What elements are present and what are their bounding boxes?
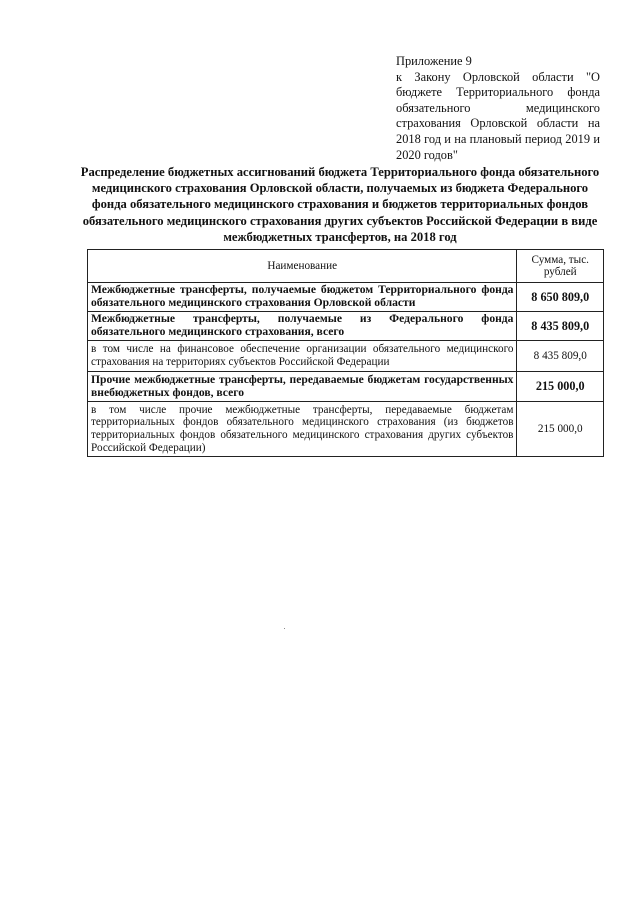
row-name: Прочие межбюджетные трансферты, передаваемые бюджетам государственных внебюджетных фондов, всего [88,372,517,402]
appendix-number: Приложение 9 [396,54,472,68]
appendix-note [396,54,600,163]
row-name: в том числе на финансовое обеспечение организации обязательного медицинского страхования на территориях субъектов Российской Федерации [88,341,517,372]
row-sum: 8 435 809,0 [517,312,604,341]
row-sum: 215 000,0 [517,372,604,402]
row-name: в том числе прочие межбюджетные трансферты, передаваемые бюджетам территориальных фондов обязательного медицинского страхования (из бюджетов территориальных фондов обязательного медицинского страхования других субъектов Российской Федерации) [88,402,517,457]
row-sum: 8 435 809,0 [517,341,604,372]
table-row [88,372,604,402]
scan-speck [284,628,285,629]
table-row [88,283,604,312]
appendix-law-reference: к Закону Орловской области "О бюджете Территориального фонда обязательного медицинского страхования Орловской области на 2018 год и на плановый период 2019 и 2020 годов" [396,69,600,162]
row-name: Межбюджетные трансферты, получаемые из Федерального фонда обязательного медицинского страхования, всего [88,312,517,341]
document-title: Распределение бюджетных ассигнований бюджета Территориального фонда обязательного медицинского страхования Орловской области, получаемых из бюджета Федерального фонда обязательного медицинского страхования и бюджетов территориальных фондов обязательного медицинского страхования других субъектов Российской Федерации в виде межбюджетных трансфертов, на 2018 год [80,165,600,244]
table-row [88,312,604,341]
table-row [88,341,604,372]
table-header-row [88,250,604,283]
row-name: Межбюджетные трансферты, получаемые бюджетом Территориального фонда обязательного медицинского страхования Орловской области [88,283,517,312]
column-header-name: Наименование [88,250,517,283]
column-header-sum: Сумма, тыс. рублей [517,250,604,283]
transfers-table [87,249,604,457]
row-sum: 215 000,0 [517,402,604,457]
row-sum: 8 650 809,0 [517,283,604,312]
table-row [88,402,604,457]
